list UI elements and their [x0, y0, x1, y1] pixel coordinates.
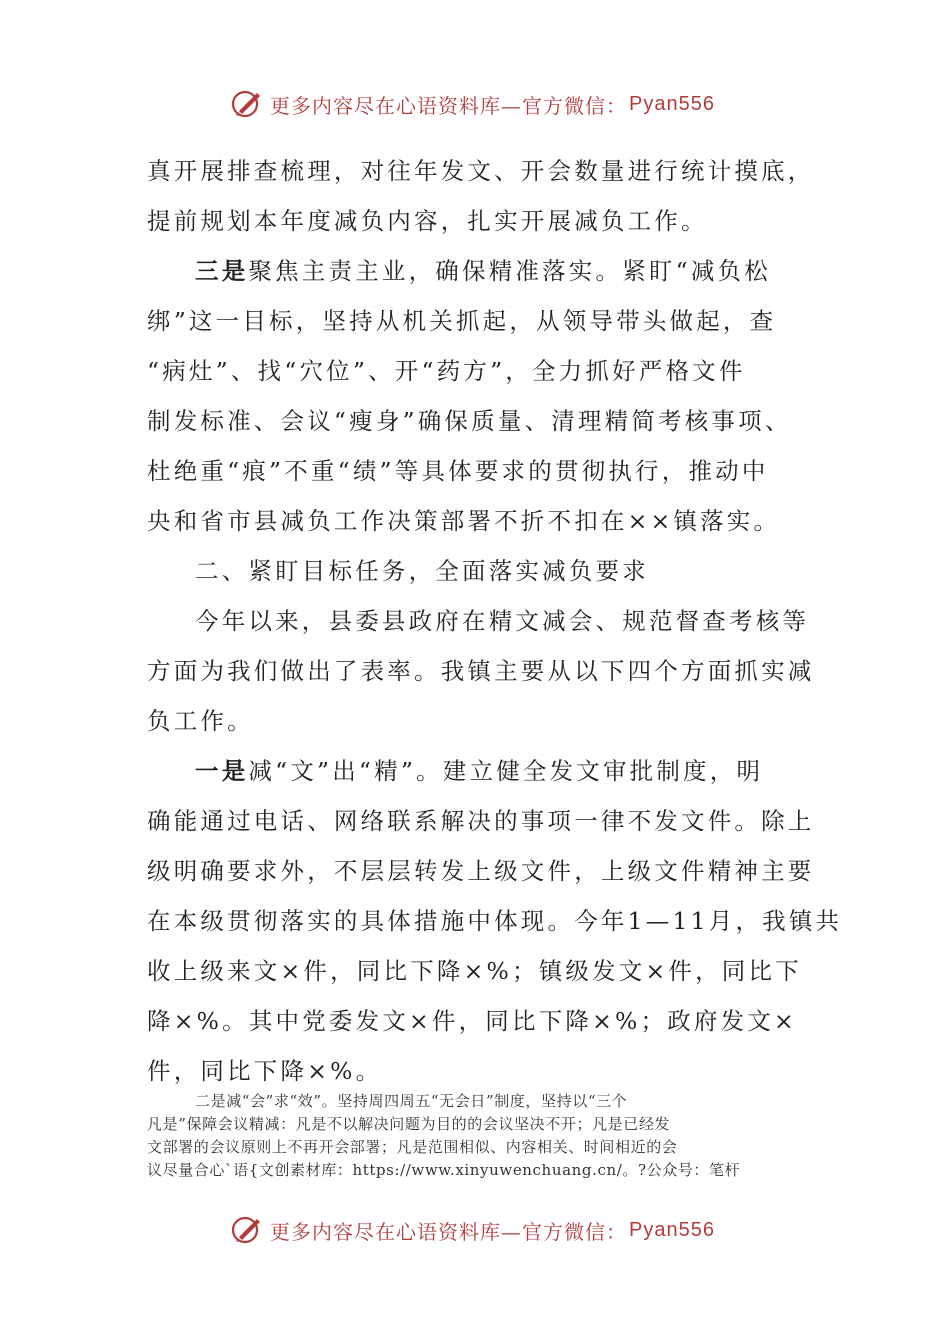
- small-line: 凡是”保障会议精减：凡是不以解决问题为目的的会议坚决不开；凡是已经发: [147, 1115, 671, 1133]
- small-line: 文部署的会议原则上不再开会部署；凡是范围相似、内容相关、时间相近的会: [147, 1138, 678, 1156]
- watermark-separator: —官方微信：: [501, 1219, 627, 1244]
- paragraph-line: 确能通过电话、网络联系解决的事项一律不发文件。除上: [147, 807, 815, 835]
- paragraph-line: 件，同比下降×%。: [147, 1057, 383, 1085]
- watermark-text: 更多内容尽在心语资料库: [270, 1219, 501, 1244]
- paragraph-line: 方面为我们做出了表率。我镇主要从以下四个方面抓实减: [147, 657, 815, 685]
- small-text-block: [147, 1090, 807, 1182]
- paragraph-line: 提前规划本年度减负内容，扎实开展减负工作。: [147, 207, 708, 235]
- watermark-separator: —官方微信：: [501, 93, 627, 118]
- header-watermark: [230, 84, 715, 124]
- pen-logo-icon: [230, 1213, 264, 1247]
- paragraph-line: 收上级来文×件，同比下降×%；镇级发文×件，同比下: [147, 957, 802, 985]
- pen-logo-icon: [230, 87, 264, 121]
- lead-phrase: 一是: [195, 757, 249, 785]
- paragraph-line: [147, 246, 807, 296]
- watermark-wechat-id: Pyan556: [629, 92, 715, 115]
- paragraph-line: 今年以来，县委县政府在精文减会、规范督查考核等: [195, 607, 810, 635]
- paragraph-line: 制发标准、会议“瘦身”确保质量、清理精简考核事项、: [147, 407, 792, 435]
- paragraph-line: [147, 746, 807, 796]
- footer-watermark: [230, 1210, 715, 1250]
- document-body: [147, 146, 843, 1096]
- paragraph-text: 聚焦主责主业，确保精准落实。紧盯“减负松: [248, 257, 771, 285]
- section-heading: 二、紧盯目标任务，全面落实减负要求: [195, 557, 649, 585]
- watermark-wechat-id: Pyan556: [629, 1218, 715, 1241]
- paragraph-line: 级明确要求外，不层层转发上级文件，上级文件精神主要: [147, 857, 815, 885]
- small-line: 议尽量合心`语{文创素材库：https://www.xinyuwenchuang.cn/。?公众号：笔杆: [147, 1161, 741, 1179]
- paragraph-line: 负工作。: [147, 707, 254, 735]
- paragraph-line: 杜绝重“痕”不重“绩”等具体要求的贯彻执行，推动中: [147, 457, 769, 485]
- paragraph-line: 在本级贯彻落实的具体措施中体现。今年1—11月，我镇共: [147, 907, 843, 935]
- paragraph-line: 绑”这一目标，坚持从机关抓起，从领导带头做起，查: [147, 307, 777, 335]
- paragraph-line: 真开展排查梳理，对往年发文、开会数量进行统计摸底，: [147, 157, 815, 185]
- paragraph-line: 降×%。其中党委发文×件，同比下降×%；政府发文×: [147, 1007, 797, 1035]
- paragraph-line: 央和省市县减负工作决策部署不折不扣在××镇落实。: [147, 507, 781, 535]
- watermark-text: 更多内容尽在心语资料库: [270, 93, 501, 118]
- lead-phrase: 三是: [195, 257, 249, 285]
- small-line: 二是减“会”求“效”。坚持周四周五“无会日”制度，坚持以“三个: [195, 1092, 628, 1110]
- paragraph-text: 减“文”出“精”。建立健全发文审批制度，明: [248, 757, 764, 785]
- paragraph-line: “病灶”、找“穴位”、开“药方”，全力抓好严格文件: [147, 357, 746, 385]
